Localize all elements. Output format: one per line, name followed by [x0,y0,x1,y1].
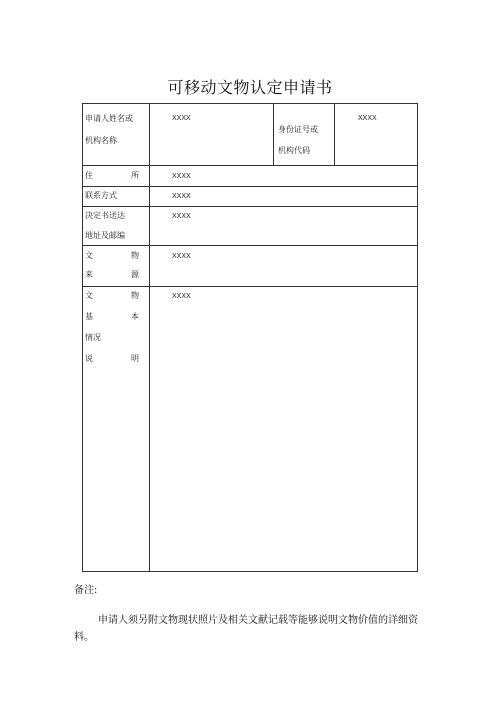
row-divider [83,206,417,207]
applicant-name-label-line2: 机构名称 [85,136,117,145]
column-divider [334,104,335,165]
source-value: XXXX [172,253,191,260]
id-number-value: XXXX [358,115,377,122]
source-label-b2: 源 [131,270,139,279]
source-label-b1: 物 [131,251,139,260]
basic-info-label-b1: 物 [131,291,139,300]
source-label-a2: 来 [85,270,93,279]
basic-info-label-line3: 情况 [85,333,101,342]
remarks-text: 申请人须另附文物现状照片及相关文献记载等能够说明文物价值的详细资料。 [74,615,418,643]
contact-label: 联系方式 [85,191,117,200]
application-form-table [82,103,418,572]
basic-info-label-b4: 明 [131,354,139,363]
basic-info-label-a4: 说 [85,354,93,363]
delivery-address-label-line2: 地址及邮编 [85,231,125,240]
delivery-address-value: XXXX [172,213,191,220]
remarks-heading: 备注: [74,585,98,596]
basic-info-value: XXXX [172,293,191,300]
applicant-name-value: XXXX [172,115,191,122]
basic-info-label-a2: 基 [85,312,93,321]
address-label-part1: 住 [85,171,93,180]
contact-value: XXXX [172,193,191,200]
row-divider [83,186,417,187]
address-value: XXXX [172,173,191,180]
row-divider [83,245,417,246]
column-divider [149,104,150,571]
row-divider [83,165,417,166]
address-label-part2: 所 [131,171,139,180]
source-label-a1: 文 [85,251,93,260]
document-title: 可移动文物认定申请书 [167,78,333,97]
column-divider [273,104,274,165]
applicant-name-label-line1: 申请人姓名或 [85,114,133,123]
id-number-label-line2: 机构代码 [278,146,310,155]
id-number-label-line1: 身份证号或 [278,125,318,134]
basic-info-label-a1: 文 [85,291,93,300]
row-divider [83,286,417,287]
delivery-address-label-line1: 决定书送达 [85,211,125,220]
basic-info-label-b2: 本 [131,312,139,321]
